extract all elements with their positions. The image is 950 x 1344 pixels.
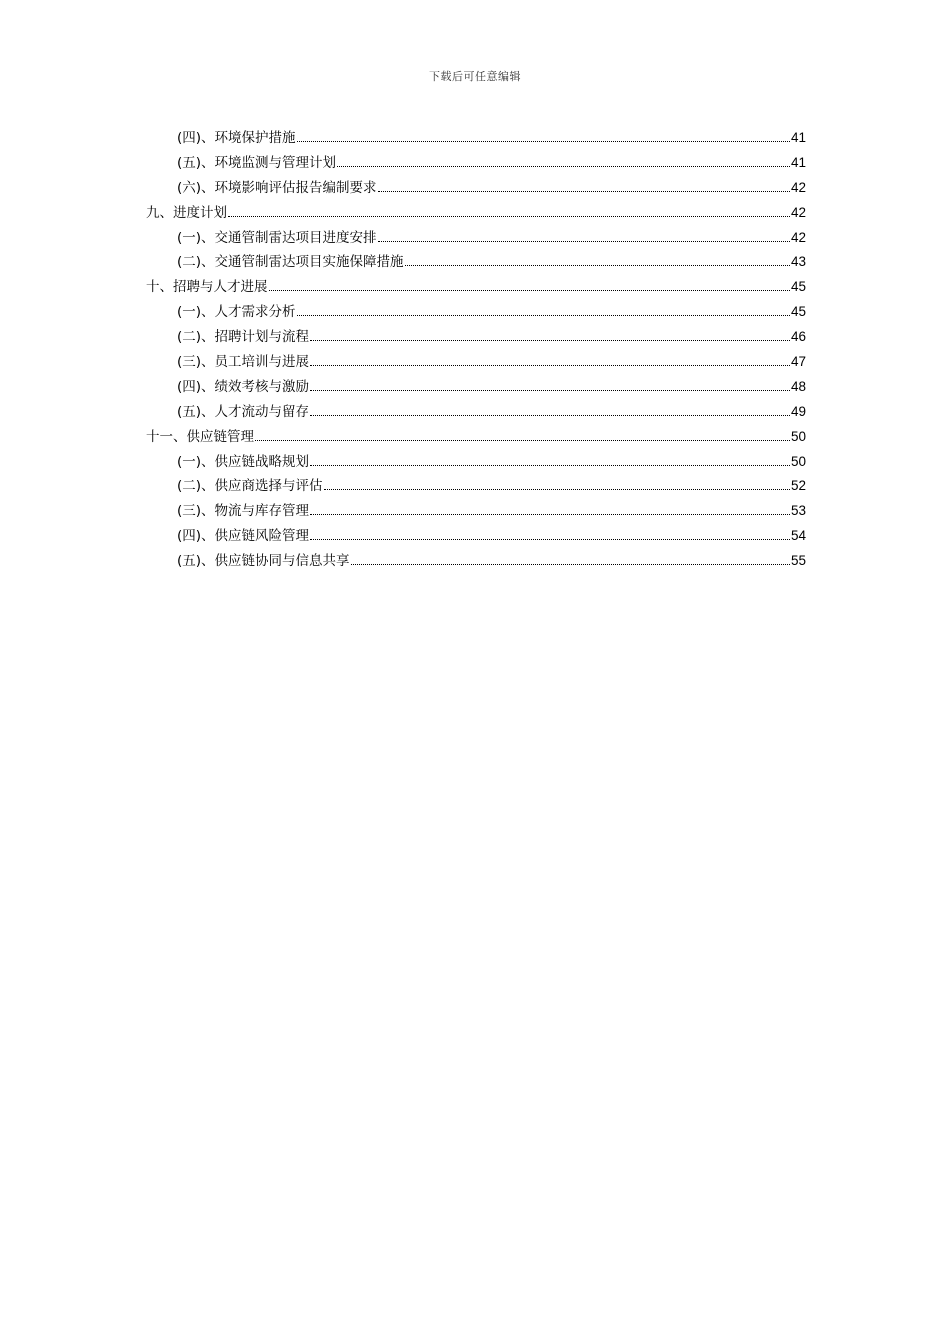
toc-section-entry[interactable] (146, 325, 806, 350)
toc-entry-title: (一)、供应链战略规划 (177, 453, 310, 470)
toc-section-entry[interactable] (146, 250, 806, 275)
toc-entry-title: (五)、人才流动与留存 (177, 403, 310, 420)
toc-entry-title: (六)、环境影响评估报告编制要求 (177, 179, 377, 196)
toc-entry-title: (三)、物流与库存管理 (177, 503, 310, 520)
toc-entry-title: (一)、交通管制雷达项目进度安排 (177, 229, 377, 246)
table-of-contents (146, 126, 806, 574)
page-header-note: 下载后可任意编辑 (429, 70, 521, 83)
toc-entry-page-number: 46 (790, 329, 806, 345)
toc-entry-page-number: 43 (790, 254, 806, 270)
toc-section-entry[interactable] (146, 300, 806, 325)
toc-entry-title: (三)、员工培训与进展 (177, 354, 310, 371)
toc-section-entry[interactable] (146, 474, 806, 499)
toc-entry-page-number: 47 (790, 354, 806, 370)
toc-dot-leader (228, 216, 790, 217)
toc-dot-leader (337, 166, 790, 167)
toc-dot-leader (297, 315, 790, 316)
toc-entry-page-number: 42 (790, 204, 806, 220)
toc-dot-leader (310, 340, 790, 341)
toc-entry-page-number: 55 (790, 553, 806, 569)
toc-section-entry[interactable] (146, 151, 806, 176)
toc-dot-leader (269, 290, 790, 291)
toc-chapter-entry[interactable] (146, 425, 806, 450)
toc-dot-leader (405, 265, 790, 266)
toc-entry-title: (一)、人才需求分析 (177, 304, 296, 321)
toc-entry-page-number: 41 (790, 130, 806, 145)
toc-entry-page-number: 54 (790, 528, 806, 544)
toc-section-entry[interactable] (146, 524, 806, 549)
toc-dot-leader (378, 241, 790, 242)
toc-entry-page-number: 52 (790, 478, 806, 494)
toc-entry-page-number: 42 (790, 229, 806, 245)
toc-entry-title: (二)、招聘计划与流程 (177, 329, 310, 346)
toc-section-entry[interactable] (146, 549, 806, 574)
toc-dot-leader (297, 141, 790, 142)
toc-dot-leader (310, 514, 790, 515)
toc-entry-title: 十、招聘与人才进展 (146, 279, 268, 296)
toc-dot-leader (378, 191, 790, 192)
toc-entry-title: (四)、供应链风险管理 (177, 528, 310, 545)
toc-entry-title: (二)、供应商选择与评估 (177, 478, 323, 495)
toc-entry-title: (四)、环境保护措施 (177, 130, 296, 146)
toc-section-entry[interactable] (146, 126, 806, 151)
toc-chapter-entry[interactable] (146, 275, 806, 300)
toc-section-entry[interactable] (146, 176, 806, 201)
toc-entry-page-number: 45 (790, 279, 806, 295)
toc-section-entry[interactable] (146, 400, 806, 425)
toc-entry-page-number: 41 (790, 154, 806, 170)
toc-dot-leader (255, 440, 790, 441)
toc-entry-page-number: 48 (790, 378, 806, 394)
toc-entry-page-number: 50 (790, 428, 806, 444)
toc-entry-title: (四)、绩效考核与激励 (177, 378, 310, 395)
toc-section-entry[interactable] (146, 499, 806, 524)
toc-dot-leader (310, 539, 790, 540)
toc-section-entry[interactable] (146, 450, 806, 475)
toc-dot-leader (351, 564, 790, 565)
toc-entry-title: (五)、环境监测与管理计划 (177, 154, 337, 171)
toc-dot-leader (310, 465, 790, 466)
toc-entry-page-number: 50 (790, 453, 806, 469)
toc-section-entry[interactable] (146, 226, 806, 251)
toc-section-entry[interactable] (146, 375, 806, 400)
toc-section-entry[interactable] (146, 350, 806, 375)
toc-chapter-entry[interactable] (146, 201, 806, 226)
toc-entry-page-number: 49 (790, 403, 806, 419)
toc-entry-page-number: 45 (790, 304, 806, 320)
toc-entry-page-number: 42 (790, 179, 806, 195)
toc-dot-leader (324, 489, 790, 490)
toc-entry-title: (五)、供应链协同与信息共享 (177, 553, 350, 570)
toc-entry-title: 十一、供应链管理 (146, 428, 254, 445)
toc-entry-page-number: 53 (790, 503, 806, 519)
toc-entry-title: 九、进度计划 (146, 204, 227, 221)
toc-dot-leader (310, 365, 790, 366)
toc-entry-title: (二)、交通管制雷达项目实施保障措施 (177, 254, 404, 271)
toc-dot-leader (310, 415, 790, 416)
toc-dot-leader (310, 390, 790, 391)
